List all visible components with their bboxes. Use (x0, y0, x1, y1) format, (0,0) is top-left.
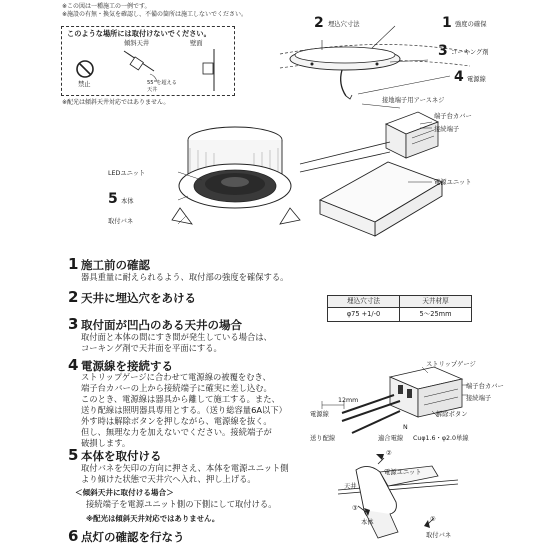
hole-size-table (327, 295, 472, 322)
step-3-line-1: 取付面と本体の間にすき間が発生している場合は、 (81, 332, 272, 342)
label-install-spring: 取付バネ (426, 532, 452, 539)
callout-5-label: 本体 (121, 198, 134, 205)
label-terminal: 接続端子 (466, 395, 492, 402)
slope-install-line: 接続端子を電源ユニット側の下側にして取付ける。 (86, 499, 277, 509)
step-2-title: 天井に埋込穴をあける (81, 291, 196, 305)
label-power-unit: 電源ユニット (434, 179, 472, 186)
slope-install-title: ＜傾斜天井に取付ける場合＞ (75, 488, 174, 497)
step-1-text: 器具重量に耐えられるよう、取付部の強度を確保する。 (81, 272, 289, 282)
table-header-hole: 埋込穴寸法 (328, 296, 400, 308)
label-ground-wire: 適合電線 (378, 435, 404, 442)
top-note-1: ※この図は一種施工の一例です。 (62, 3, 151, 10)
step-5-line-2: より傾けた状態で天井穴へ入れ、押し上げる。 (81, 474, 256, 484)
label-prohibit: 禁止 (78, 81, 91, 88)
label-wall: 壁面 (190, 40, 203, 47)
step-6-title: 点灯の確認を行なう (81, 530, 185, 544)
slope-install-note: ※配光は傾斜天井対応ではありません。 (86, 514, 220, 523)
install-diagram (338, 450, 488, 545)
step-4-line-6: 但し、無理な力を加えないでください。接続端子が (81, 427, 272, 437)
callout-4-num: 4 (454, 69, 464, 85)
ceiling-section-diagram (260, 14, 520, 109)
table-cell-thickness: 5〜25mm (400, 308, 472, 322)
label-terminal-top: 接続端子 (434, 126, 460, 133)
step-4-line-2: 端子台カバーの上から接続端子に確実に差し込む。 (81, 383, 272, 393)
label-spring: 取付バネ (108, 218, 134, 225)
step-4-line-3: このとき、電源線は器具から離して施工する。また、 (81, 394, 280, 404)
step-4-title: 電源線を接続する (81, 359, 173, 373)
label-install-body: 本体 (361, 519, 374, 526)
step-2-number: 2 (68, 288, 79, 306)
top-note-2: ※施設の有無・換気を確認し、不備の箇所は施工しないでください。 (62, 11, 248, 18)
callout-1-label: 強度の確保 (455, 21, 487, 28)
label-arrow-1: ① (430, 516, 436, 523)
step-3-number: 3 (68, 315, 79, 333)
label-terminal-cover-top: 端子台カバー (434, 113, 472, 120)
step-3-title: 取付面が凹凸のある天井の場合 (81, 318, 242, 332)
step-4-line-5: 外す時は解除ボタンを押しながら、電源線を抜く。 (81, 416, 272, 426)
step-3-line-2: コーキング剤で天井面を平面にする。 (81, 343, 222, 353)
label-arrow-3: ③ (352, 505, 358, 512)
step-1-title: 施工前の確認 (81, 258, 150, 272)
label-slope: 傾斜天井 (124, 40, 150, 47)
warning-box (61, 26, 235, 96)
step-5-line-1: 取付バネを矢印の方向に押さえ、本体を電源ユニット側 (81, 463, 289, 473)
step-1-number: 1 (68, 255, 79, 273)
label-feed-wire: 送り配線 (310, 435, 336, 442)
callout-2-label: 埋込穴寸法 (328, 21, 360, 28)
step-4-line-1: ストリップゲージに合わせて電源線の被覆をむき、 (81, 372, 271, 382)
label-wire-spec: Cuφ1.6・φ2.0単線 (413, 435, 469, 442)
fixture-diagram (150, 100, 490, 250)
step-5-number: 5 (68, 446, 79, 464)
callout-4-label: 電源線 (467, 76, 486, 83)
label-ground: 接地端子用アースネジ (382, 97, 445, 104)
step-4-number: 4 (68, 356, 79, 374)
callout-1-num: 1 (442, 15, 452, 31)
slope-note: ※配光は傾斜天井対応ではありません。 (62, 99, 170, 106)
label-terminal-cover: 端子台カバー (466, 383, 504, 390)
callout-3-label: コーキング剤 (451, 49, 489, 56)
label-arrow-2: ② (386, 450, 392, 457)
label-power-wire: 電源線 (310, 411, 329, 418)
label-strip-length: 12mm (338, 397, 359, 404)
label-led-unit: LEDユニット (108, 170, 146, 177)
callout-2-num: 2 (314, 15, 324, 31)
table-cell-hole: φ75 +1/-0 (328, 308, 400, 322)
label-angle: 55°を超える 天井 (147, 80, 177, 93)
label-install-ceiling: 天井 (344, 483, 357, 490)
table-header-thickness: 天井材厚 (400, 296, 472, 308)
label-strip-gauge: ストリップゲージ (426, 361, 476, 368)
label-install-power-unit: 電源ユニット (384, 469, 422, 476)
callout-3-num: 3 (438, 43, 448, 59)
step-4-line-7: 破損します。 (81, 438, 131, 448)
step-5-title: 本体を取付ける (81, 449, 162, 463)
warning-title: このような場所には取付けないでください。 (67, 29, 211, 38)
callout-5-num: 5 (108, 191, 118, 207)
step-6-number: 6 (68, 527, 79, 545)
label-n: N (403, 424, 408, 431)
step-4-line-4: 送り配線は照明器具専用とする。（送り総容量6A以下） (81, 405, 287, 415)
label-release-button: 解除ボタン (436, 411, 468, 418)
